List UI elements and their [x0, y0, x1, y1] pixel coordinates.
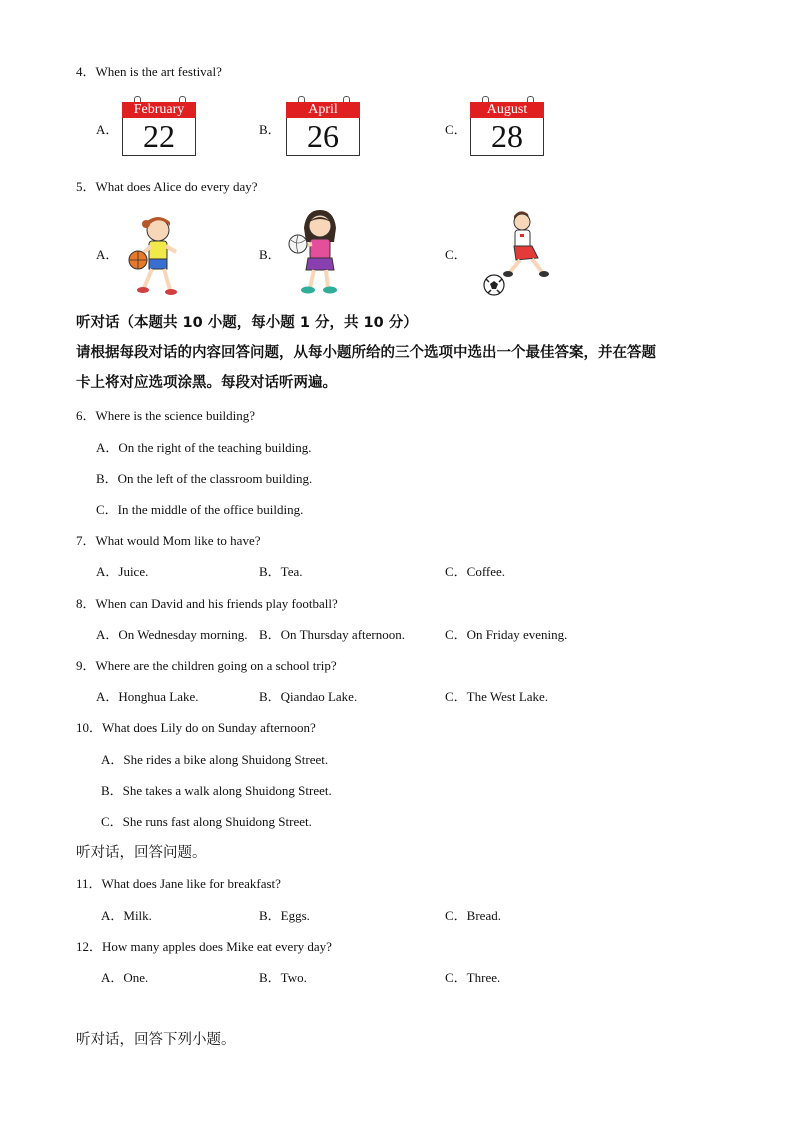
option-9b: B．Qiandao Lake. [259, 689, 358, 704]
option-6b: B．On the left of the classroom building. [96, 471, 313, 486]
option-8b: B．On Thursday afternoon. [259, 627, 405, 642]
option-6a: A．On the right of the teaching building. [96, 440, 312, 455]
option-11b: B．Eggs. [259, 908, 310, 923]
section-instruction-continued: 卡上将对应选项涂黑。每段对话听两遍。 [76, 375, 337, 391]
calendar-month: August [470, 102, 544, 118]
option-4b-label: B． [259, 122, 281, 137]
option-12a: A．One. [101, 970, 149, 985]
question-5: 5．What does Alice do every day? [76, 179, 258, 194]
calendar-icon-february-22 [122, 96, 196, 156]
girl-volleyball-icon [286, 206, 350, 298]
girl-football-icon [480, 206, 560, 298]
girl-basketball-icon [118, 210, 190, 298]
option-7b: B．Tea. [259, 564, 303, 579]
question-11: 11．What does Jane like for breakfast? [76, 876, 281, 891]
question-4: 4．When is the art festival? [76, 64, 222, 79]
option-10a: A．She rides a bike along Shuidong Street. [101, 752, 329, 767]
question-7: 7．What would Mom like to have? [76, 533, 261, 548]
subsection-heading-2: 听对话，回答下列小题。 [76, 1032, 236, 1048]
option-12c: C．Three. [445, 970, 501, 985]
section-title: 听对话（本题共 10 小题，每小题 1 分，共 10 分） [76, 315, 418, 331]
question-12: 12．How many apples does Mike eat every day? [76, 939, 332, 954]
calendar-day: 28 [470, 118, 544, 156]
option-9a: A．Honghua Lake. [96, 689, 199, 704]
question-9: 9．Where are the children going on a school trip? [76, 658, 337, 673]
option-8a: A．On Wednesday morning. [96, 627, 248, 642]
option-10c: C．She runs fast along Shuidong Street. [101, 814, 312, 829]
option-9c: C．The West Lake. [445, 689, 549, 704]
calendar-icon-august-28 [470, 96, 544, 156]
option-8c: C．On Friday evening. [445, 627, 568, 642]
option-6c: C．In the middle of the office building. [96, 502, 304, 517]
option-11c: C．Bread. [445, 908, 501, 923]
subsection-heading: 听对话，回答问题。 [76, 845, 207, 861]
question-8: 8．When can David and his friends play football? [76, 596, 338, 611]
option-5b-label: B． [259, 247, 281, 262]
calendar-day: 26 [286, 118, 360, 156]
option-10b: B．She takes a walk along Shuidong Street. [101, 783, 332, 798]
calendar-month: February [122, 102, 196, 118]
option-7a: A．Juice. [96, 564, 149, 579]
question-10: 10．What does Lily do on Sunday afternoon? [76, 720, 316, 735]
section-instruction: 请根据每段对话的内容回答问题，从每小题所给的三个选项中选出一个最佳答案，并在答题 [76, 345, 656, 361]
option-4a-label: A． [96, 122, 119, 137]
calendar-day: 22 [122, 118, 196, 156]
option-5a-label: A． [96, 247, 119, 262]
option-11a: A．Milk. [101, 908, 152, 923]
calendar-icon-april-26 [286, 96, 360, 156]
option-5c-label: C． [445, 247, 467, 262]
option-12b: B．Two. [259, 970, 307, 985]
option-4c-label: C． [445, 122, 467, 137]
question-6: 6．Where is the science building? [76, 408, 256, 423]
calendar-month: April [286, 102, 360, 118]
option-7c: C．Coffee. [445, 564, 506, 579]
